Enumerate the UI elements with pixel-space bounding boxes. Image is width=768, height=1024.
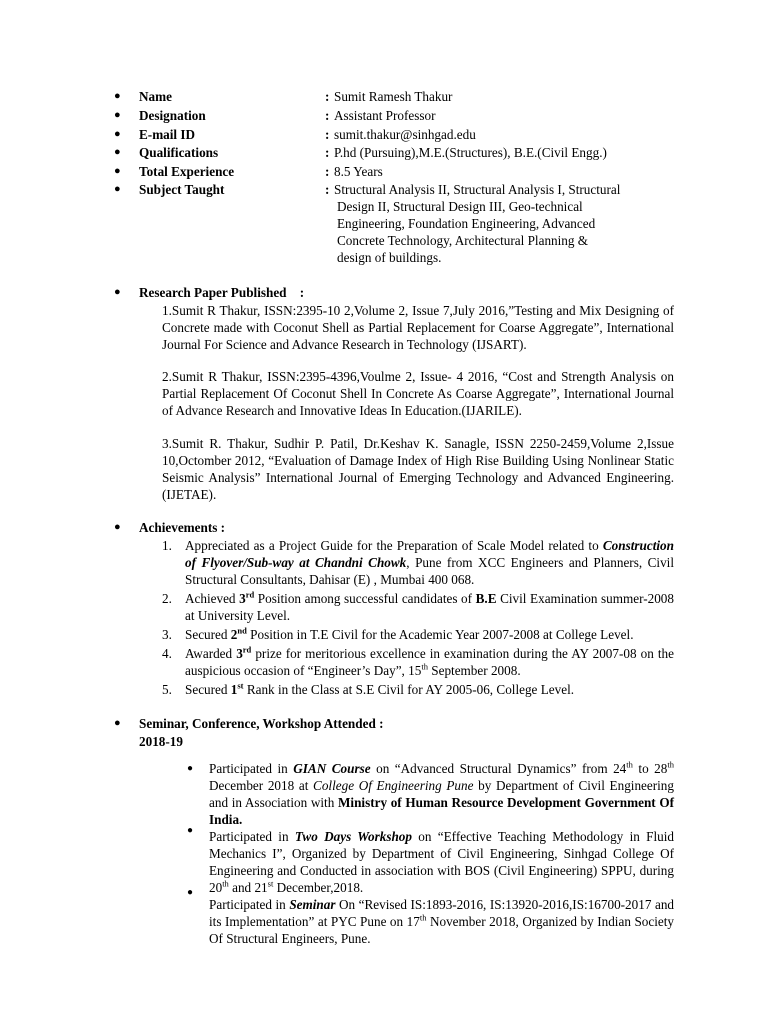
designation-label: Designation (139, 108, 206, 123)
item-text: September 2008. (427, 663, 521, 678)
subject-line: design of buildings. (337, 250, 442, 265)
achievements-title: Achievements : (139, 520, 226, 535)
item-text: Secured (185, 627, 231, 642)
qualifications-field (0, 144, 768, 163)
seminar-list (209, 760, 674, 947)
item-text: , Pune from XCC Engineers and Planners, Civil Structural Consultants, Dahisar (E) , Mumbai 400 068. (185, 555, 674, 587)
list-item (162, 645, 674, 679)
item-text: on “Effective Teaching Methodology in Fluid Mechanics I”, Organized by Department of Civil Engineering, Sinhgad College Of Engineering and Conducted in association with BOS (Civil Engineering) SPPU, during 20 (209, 829, 674, 895)
colon: : (325, 164, 330, 179)
item-sup: nd (237, 625, 247, 636)
bullet-icon (187, 760, 193, 777)
bullet-icon (114, 107, 121, 124)
seminar-title: Seminar, Conference, Workshop Attended : (139, 716, 384, 731)
subject-value (334, 181, 654, 266)
experience-field (0, 163, 768, 182)
item-sup: th (626, 759, 633, 770)
item-bold: Ministry of Human Resource Development Government Of India. (209, 795, 674, 827)
item-sup: th (667, 759, 674, 770)
research-title: Research Paper Published : (139, 285, 305, 300)
colon: : (325, 89, 330, 104)
achievements-heading (0, 519, 768, 538)
bullet-icon (114, 88, 121, 105)
bullet-icon (114, 163, 121, 180)
seminar-year: 2018-19 (139, 734, 183, 749)
item-text: and 21 (228, 880, 268, 895)
item-text: prize for meritorious excellence in examination during the AY 2007-08 on the auspicious occasion of “Engineer’s Day”, 15 (185, 646, 674, 678)
item-sup: th (419, 912, 427, 923)
item-bold: 3 (236, 646, 243, 661)
designation-field (0, 107, 768, 126)
bullet-icon (114, 284, 121, 301)
item-number: 4. (162, 646, 172, 661)
experience-value: 8.5 Years (334, 164, 383, 179)
achievements-list (162, 537, 674, 698)
colon: : (325, 108, 330, 123)
item-text: on “Advanced Structural Dynamics” from 24 (370, 761, 627, 776)
designation-value: Assistant Professor (334, 108, 436, 123)
experience-label: Total Experience (139, 164, 235, 179)
research-paper: 1.Sumit R Thakur, ISSN:2395-10 2,Volume 2, Issue 7,July 2016,”Testing and Mix Designing of Concrete made with Coconut Shell as Partial Replacement for Coarse Aggregate”, International Journal For Science and Advance Research in Technology (IJSART). (162, 303, 674, 352)
list-item (162, 537, 674, 588)
colon: : (325, 145, 330, 160)
item-text: Participated in (209, 761, 294, 776)
item-text: Civil Examination summer-2008 at University Level. (185, 591, 674, 623)
name-label: Name (139, 89, 172, 104)
name-field (0, 88, 768, 107)
item-number: 5. (162, 682, 172, 697)
item-text: Achieved (185, 591, 240, 606)
list-item (209, 828, 674, 896)
item-text: Awarded (185, 646, 237, 661)
subject-label: Subject Taught (139, 182, 225, 197)
item-emphasis: Seminar (289, 897, 336, 912)
item-number: 1. (162, 538, 172, 553)
item-number: 2. (162, 591, 172, 606)
item-text: Participated in (209, 829, 295, 844)
item-text: Participated in (209, 897, 290, 912)
item-text: Appreciated as a Project Guide for the Preparation of Scale Model related to (185, 538, 603, 553)
email-value: sumit.thakur@sinhgad.edu (334, 127, 476, 142)
item-bold: B.E (475, 591, 497, 606)
subject-line: Structural Analysis II, Structural Analysis I, Structural (334, 182, 621, 197)
item-sup: st (267, 878, 274, 889)
seminar-heading (0, 715, 768, 734)
list-item (209, 760, 674, 828)
colon: : (325, 127, 330, 142)
research-paper: 2.Sumit R Thakur, ISSN:2395-4396,Voulme 2, Issue- 4 2016, “Cost and Strength Analysis on Partial Replacement Of Coconut Shell In Concrete As Coarse Aggregate”, International Journal of Advance Research and Innovative Ideas In Education.(IJARILE). (162, 369, 674, 418)
item-sup: rd (242, 644, 252, 655)
colon: : (325, 182, 330, 197)
item-text: Position among successful candidates of (254, 591, 476, 606)
item-text: December 2018 at (209, 778, 314, 793)
subject-line: Engineering, Foundation Engineering, Advanced (337, 216, 596, 231)
list-item (162, 626, 674, 643)
item-bold: 2 (230, 627, 238, 642)
item-bold: 3 (239, 591, 246, 606)
qualifications-value: P.hd (Pursuing),M.E.(Structures), B.E.(Civil Engg.) (334, 145, 607, 160)
bullet-icon (114, 144, 121, 161)
bullet-icon (114, 181, 121, 198)
subject-line: Design II, Structural Design III, Geo-technical (337, 199, 583, 214)
item-text: to 28 (632, 761, 668, 776)
list-item (162, 590, 674, 624)
item-text: by Department of Civil Engineering and in Association with (209, 778, 674, 810)
item-bold: 1 (230, 682, 238, 697)
email-field (0, 126, 768, 145)
item-emphasis: GIAN Course (293, 761, 371, 776)
research-heading (0, 284, 768, 303)
name-value: Sumit Ramesh Thakur (334, 89, 453, 104)
item-text: Secured (185, 682, 231, 697)
item-sup: rd (245, 589, 255, 600)
bullet-icon (114, 126, 121, 143)
list-item (162, 681, 674, 698)
item-text: Rank in the Class at S.E Civil for AY 2005-06, College Level. (243, 682, 575, 697)
bullet-icon (187, 822, 193, 839)
item-italic: College Of Engineering Pune (313, 778, 474, 793)
email-label: E-mail ID (139, 127, 196, 142)
research-paper: 3.Sumit R. Thakur, Sudhir P. Patil, Dr.Keshav K. Sanagle, ISSN 2250-2459,Volume 2,Issue 10,Octomber 2012, “Evaluation of Damage Index of High Rise Building Using Nonlinear Static Seismic Analysis” International Journal of Emerging Technology and Advanced Engineering.(IJETAE). (162, 436, 674, 502)
item-text: December,2018. (273, 880, 364, 895)
item-sup: th (222, 878, 229, 889)
list-item (209, 896, 674, 947)
item-number: 3. (162, 627, 172, 642)
bullet-icon (187, 884, 193, 901)
subject-line: Concrete Technology, Architectural Planning & (337, 233, 589, 248)
item-sup: st (237, 680, 244, 691)
item-emphasis: Construction of Flyover/Sub-way at Chandni Chowk (185, 538, 674, 570)
item-emphasis: Two Days Workshop (294, 829, 412, 844)
item-text: On “Revised IS:1893-2016, IS:13920-2016,IS:16700-2017 and its Implementation” at PYC Pune on 17 (209, 897, 675, 929)
bullet-icon (114, 519, 121, 536)
item-sup: th (421, 661, 428, 672)
item-text: Position in T.E Civil for the Academic Year 2007-2008 at College Level. (246, 627, 634, 642)
item-text: November 2018, Organized by Indian Society Of Structural Engineers, Pune. (209, 914, 674, 946)
qualifications-label: Qualifications (139, 145, 219, 160)
bullet-icon (114, 715, 121, 732)
